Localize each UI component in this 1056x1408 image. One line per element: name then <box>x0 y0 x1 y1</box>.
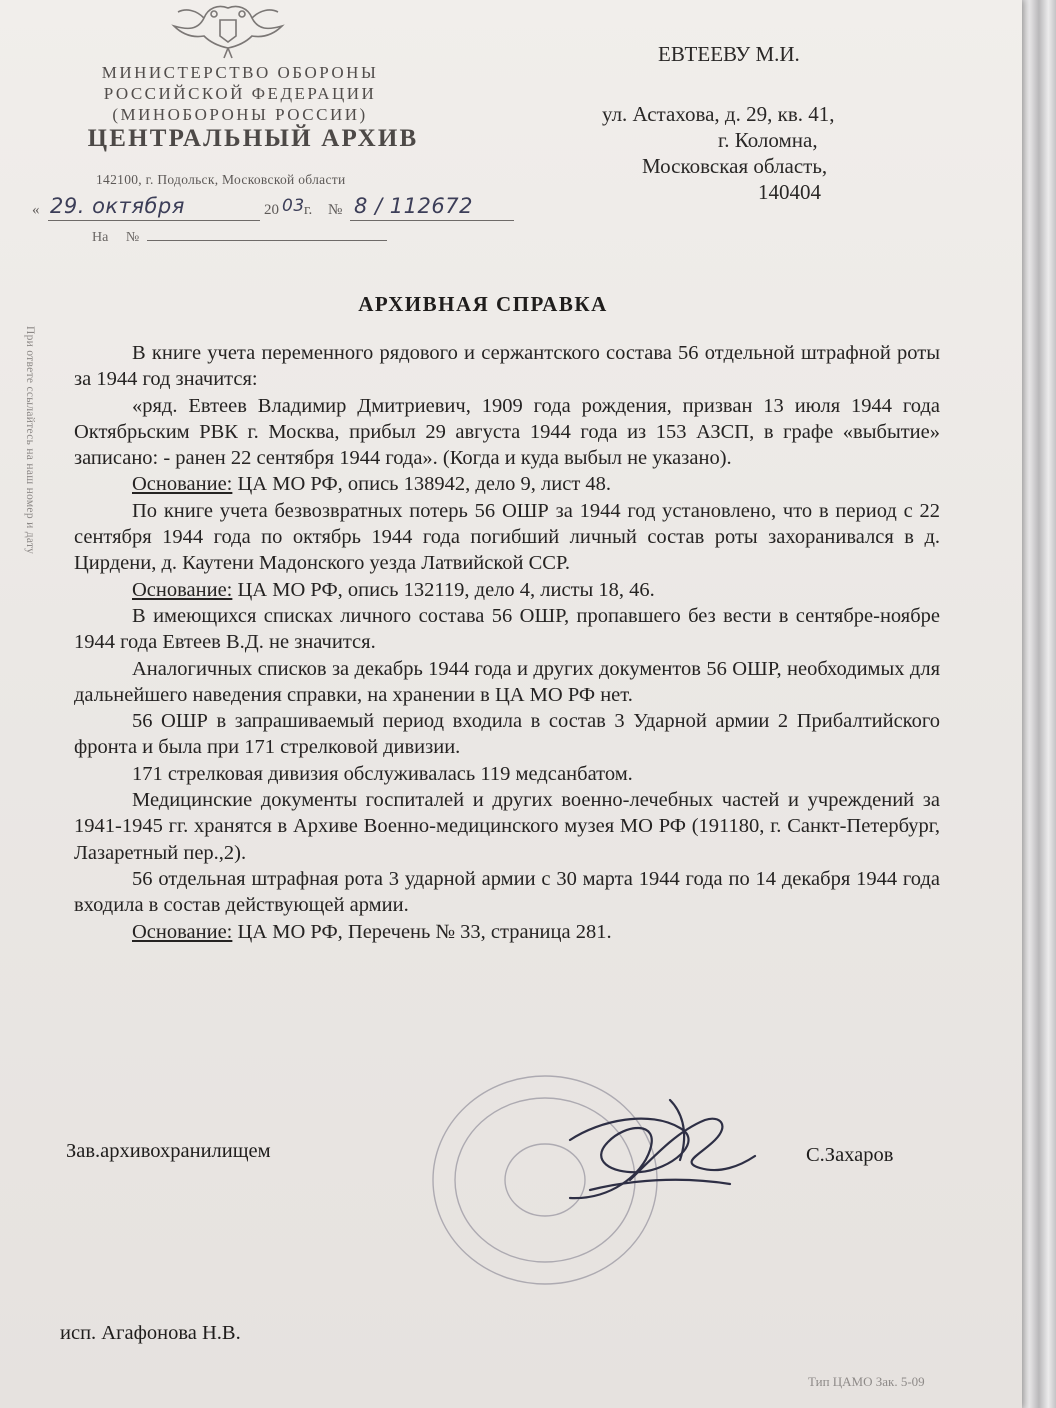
basis-label: Основание: <box>132 578 233 601</box>
na-number-sign: № <box>125 230 140 245</box>
outgoing-date-number <box>28 196 518 222</box>
adjacent-paper-edge <box>1018 0 1056 1408</box>
basis-paragraph: Основание: ЦА МО РФ, опись 138942, дело 9, лист 48. <box>132 473 612 496</box>
reference-line <box>92 230 387 246</box>
handwritten-signature <box>530 1080 770 1230</box>
ministry-line-2: РОССИЙСКОЙ ФЕДЕРАЦИИ <box>103 84 377 103</box>
executor-name: исп. Агафонова Н.В. <box>60 1322 241 1344</box>
handwritten-date: 29. октября <box>50 194 185 218</box>
paragraph: В имеющихся списках личного состава 56 ОШР, пропавшего без вести в сентябре-ноябре 1944 года Евтеев В.Д. не значится. <box>74 604 940 654</box>
date-open-quote: « <box>32 202 40 218</box>
archive-title: ЦЕНТРАЛЬНЫЙ АРХИВ <box>87 125 419 152</box>
basis-paragraph: Основание: ЦА МО РФ, опись 132119, дело 4, листы 18, 46. <box>132 578 655 601</box>
paragraph: Медицинские документы госпиталей и других военно-лечебных частей и учреждений за 1941-1945 гг. хранятся в Архиве Военно-медицинского музея МО РФ (191180, г. Санкт-Петербург, Лазаретный пер.,2). <box>74 789 940 864</box>
na-underline <box>147 240 387 241</box>
eagle-emblem-icon <box>158 0 298 60</box>
document-title: АРХИВНАЯ СПРАВКА <box>358 292 608 316</box>
side-reference-note: При ответе ссылайтесь на наш номер и дату <box>24 326 36 555</box>
handwritten-year: 03 <box>282 196 305 216</box>
paragraph: 171 стрелковая дивизия обслуживалась 119 медсанбатом. <box>132 762 633 785</box>
paragraph: Аналогичных списков за декабрь 1944 года и других документов 56 ОШР, необходимых для дальнейшего наведения справки, на хранении в ЦА МО РФ нет. <box>74 657 940 706</box>
year-unit: г. <box>304 202 313 218</box>
na-label: На <box>92 230 109 245</box>
recipient-region: Московская область, <box>642 154 828 178</box>
archive-address: 142100, г. Подольск, Московской области <box>96 172 346 187</box>
paragraph: 56 отдельная штрафная рота 3 ударной армии с 30 марта 1944 года по 14 декабря 1944 года входила в состав действующей армии. <box>74 867 940 917</box>
number-sign: № <box>328 202 343 218</box>
basis-label: Основание: <box>132 920 233 943</box>
paragraph: По книге учета безвозвратных потерь 56 ОШР за 1944 год установлено, что в период с 22 сентября 1944 года по октябрь 1944 года погибший личный состав роты захоранивался в д. Цирдени, д. Каутени Мадонского уезда Латвийской ССР. <box>74 499 940 575</box>
year-prefix: 20 <box>264 202 279 218</box>
recipient-name: ЕВТЕЕВУ М.И. <box>658 42 800 66</box>
document-body <box>74 340 940 945</box>
recipient-city: г. Коломна, <box>718 128 818 152</box>
basis-paragraph: Основание: ЦА МО РФ, Перечень № 33, страница 281. <box>132 920 612 943</box>
recipient-street: ул. Астахова, д. 29, кв. 41, <box>602 102 835 126</box>
ministry-name <box>80 62 400 125</box>
ministry-line-3: (МИНОБОРОНЫ РОССИИ) <box>112 105 368 124</box>
date-underline <box>48 220 260 221</box>
ministry-line-1: МИНИСТЕРСТВО ОБОРОНЫ <box>101 63 379 82</box>
print-mark: Тип ЦАМО Зак. 5-09 <box>808 1374 925 1389</box>
paragraph: В книге учета переменного рядового и сержантского состава 56 отдельной штрафной роты за 1944 год значится: <box>74 342 940 391</box>
signer-name: С.Захаров <box>806 1144 894 1166</box>
paragraph: «ряд. Евтеев Владимир Дмитриевич, 1909 года рождения, призван 13 июля 1944 года Октябрьским РВК г. Москва, прибыл 29 августа 1944 года из 153 АЗСП, в графе «выбытие» записано: - ранен 22 сентября 1944 года». (Когда и куда выбыл не указано). <box>74 394 940 470</box>
handwritten-number: 8 / 112672 <box>354 194 473 218</box>
signer-position: Зав.архивохранилищем <box>66 1140 271 1162</box>
recipient-postcode: 140404 <box>758 180 821 204</box>
number-underline <box>350 220 514 221</box>
paragraph: 56 ОШР в запрашиваемый период входила в состав 3 Ударной армии 2 Прибалтийского фронта и была при 171 стрелковой дивизии. <box>74 710 940 759</box>
basis-label: Основание: <box>132 473 233 496</box>
